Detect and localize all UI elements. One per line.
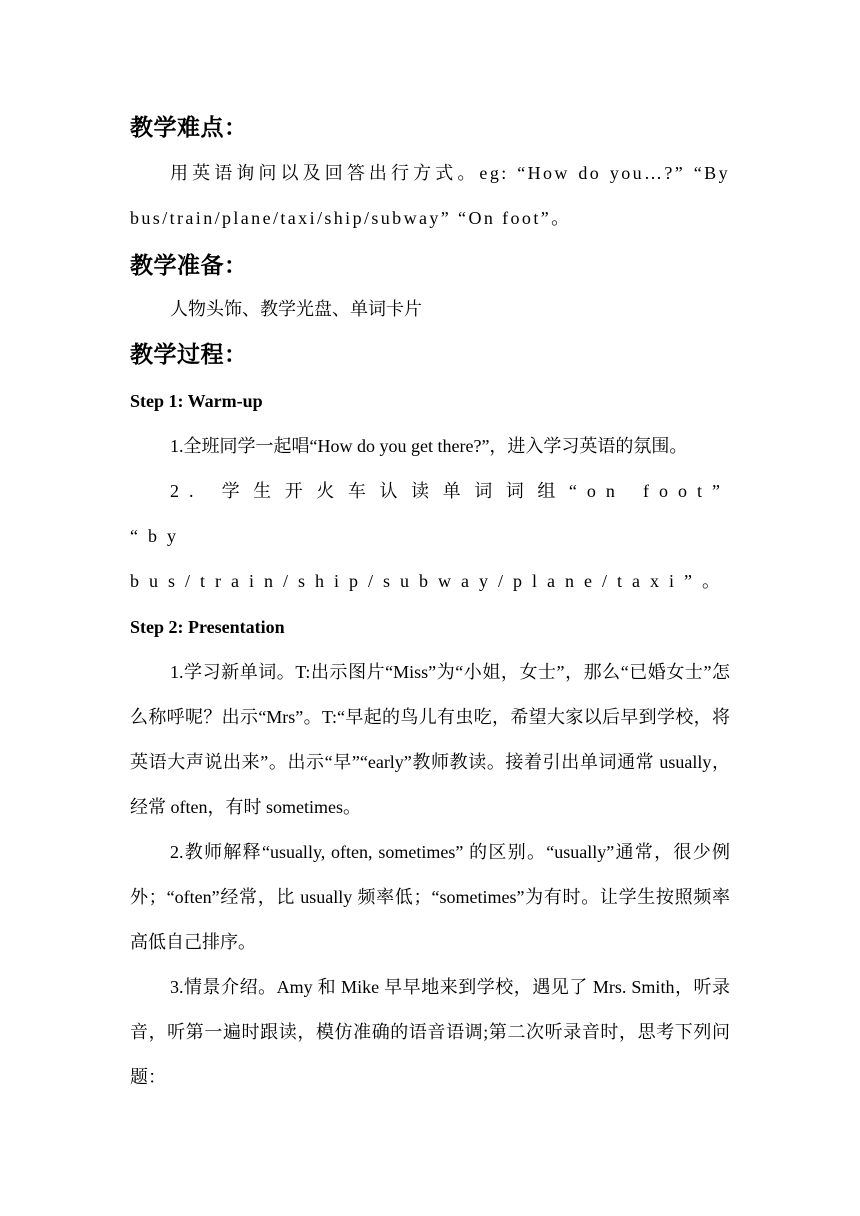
teaching-difficulty-heading: 教学难点： [130, 115, 248, 141]
teaching-preparation-heading: 教学准备： [130, 253, 248, 279]
step2-title: Step 2: Presentation [130, 617, 285, 637]
teaching-process-heading: 教学过程： [130, 342, 248, 368]
step1-item-2: 2. 学生开火车认读单词词组“on foot” “by bus/train/ship/subway/plane/taxi”。 [130, 481, 730, 591]
teaching-preparation-text: 人物头饰、教学光盘、单词卡片 [170, 299, 422, 319]
step1-item-1: 1.全班同学一起唱“How do you get there?”，进入学习英语的氛围。 [170, 436, 688, 456]
step1-title: Step 1: Warm-up [130, 391, 263, 411]
step2-item-2: 2.教师解释“usually, often, sometimes” 的区别。“usually”通常，很少例外；“often”经常，比 usually 频率低；“sometimes”为有时。让学生按照频率高低自己排序。 [130, 842, 730, 952]
step2-item-3: 3.情景介绍。Amy 和 Mike 早早地来到学校，遇见了 Mrs. Smith，听录音，听第一遍时跟读，模仿准确的语音语调;第二次听录音时，思考下列问题： [130, 977, 730, 1087]
teaching-difficulty-text: 用英语询问以及回答出行方式。eg: “How do you…?” “By bus/train/plane/taxi/ship/subway” “On foot”。 [130, 163, 730, 228]
document-page [130, 108, 730, 1100]
step2-item-1: 1.学习新单词。T:出示图片“Miss”为“小姐，女士”，那么“已婚女士”怎么称呼呢？出示“Mrs”。T:“早起的鸟儿有虫吃，希望大家以后早到学校，将英语大声说出来”。出示“早”“early”教师教读。接着引出单词通常 usually，经常 often，有时 sometimes。 [130, 662, 730, 817]
